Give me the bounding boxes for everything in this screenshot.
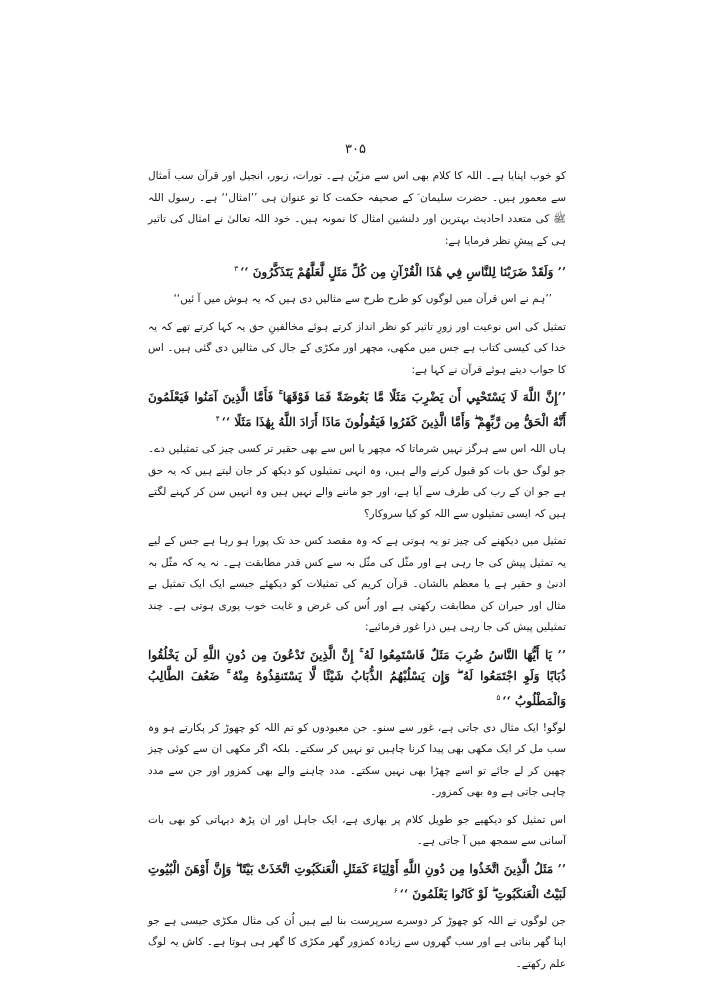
- paragraph: لوگو! ایک مثال دی جاتی ہے، غور سے سنو۔ جن معبودوں کو تم اللہ کو چھوڑ کر پکارتے ہو وہ سب مل کر ایک مکھی بھی پیدا کرنا چاہیں تو نہیں کر سکتے۔ بلکہ اگر مکھی ان سے کوئی چیز چھین کر لے جائے تو اسے چھڑا بھی نہیں سکتے۔ مدد چاہنے والے بھی کمزور اور جن سے مدد چاہی جاتی ہے وہ بھی کمزور۔: [148, 721, 566, 798]
- quran-verse: [148, 387, 566, 433]
- paragraph: کو خوب اپنایا ہے۔ اللہ کا کلام بھی اس سے مزیّن ہے۔ تورات، زبور، انجیل اور قرآن سب اَمثال سے معمور ہیں۔ حضرت سلیمان ؑ کے صحیفہ حکمت کا تو عنوان ہی ’’امثال‘‘ ہے۔ رسول اللہ ﷺ کی متعدد احادیث بہترین اور دلنشین امثال کا نمونہ ہیں۔ خود اللہ تعالیٰ نے امثال کی تاثیر ہی کے پیشِ نظر فرمایا ہے:: [148, 170, 566, 247]
- paragraph: تمثیل میں دیکھنے کی چیز تو یہ ہوتی ہے کہ وہ مقصد کس حد تک پورا ہو رہا ہے جس کے لیے یہ تمثیل پیش کی جا رہی ہے اور مثّل کی مثّل بہ سے کس قدر مطابقت ہے۔ نہ یہ کہ مثّل بہ ادنیٰ و حقیر ہے یا معظم بالشان۔ قرآن کریم کی تمثیلات کو دیکھئے جیسے ایک ایک تمثیل بے مثال اور حیران کن مطابقت رکھتی ہے اور اُس کی غرض و غایت خوب پوری ہوتی ہے۔ چند تمثیلیں پیش کی جا رہی ہیں ذرا غور فرمائیے:: [148, 535, 566, 633]
- paragraph: اس تمثیل کو دیکھیے جو طویل کلام پر بھاری ہے، ایک جاہل اور ان پڑھ دیہاتی کو بھی بات آسانی سے سمجھ میں آ جاتی ہے۔: [148, 813, 566, 847]
- footnote-marker: ۶: [393, 885, 398, 895]
- paragraph: تمثیل کی اس نوعیت اور زورِ تاثیر کو نظر انداز کرتے ہوئے مخالفینِ حق یہ کہا کرتے تھے کہ یہ خدا کی کیسی کتاب ہے جس میں مکھی، مچھر اور مکڑی کے جال کی مثالیں دی گئی ہیں۔ اس کا جواب دیتے ہوئے قرآن نے کہا ہے:: [148, 320, 566, 376]
- paragraph: جن لوگوں نے اللہ کو چھوڑ کر دوسرے سرپرست بنا لیے ہیں اُن کی مثال مکڑی جیسی ہے جو اپنا گھر بناتی ہے اور سب گھروں سے زیادہ کمزور گھر مکڑی کا گھر ہی ہوتا ہے۔ کاش یہ لوگ علم رکھتے۔: [148, 914, 566, 970]
- verse-text: ’’ مَثَلُ الَّذِينَ اتَّخَذُوا مِن دُونِ اللَّهِ أَوْلِيَاءَ كَمَثَلِ الْعَنكَبُوتِ اتَّخَذَتْ بَيْتًا ۖ وَإِنَّ أَوْهَنَ الْبُيُوتِ لَبَيْتُ الْعَنكَبُوتِ ۖ لَوْ كَانُوا يَعْلَمُونَ ‘‘: [148, 861, 566, 901]
- verse-text: ’’ وَلَقَدْ ضَرَبْنَا لِلنَّاسِ فِي هَٰذَا الْقُرْآنِ مِن كُلِّ مَثَلٍ لَّعَلَّهُمْ يَتَذَكَّرُونَ ‘‘: [240, 265, 566, 279]
- page-body: [148, 166, 566, 981]
- quran-verse: [148, 645, 566, 712]
- page-number: ۳۰۵: [345, 142, 366, 157]
- quran-verse: [148, 859, 566, 905]
- verse-text: ’’إِنَّ اللَّهَ لَا يَسْتَحْيِي أَن يَضْرِبَ مَثَلًا مَّا بَعُوضَةً فَمَا فَوْقَهَا ۚ فَأَمَّا الَّذِينَ آمَنُوا فَيَعْلَمُونَ أَنَّهُ الْحَقُّ مِن رَّبِّهِمْ ۖ وَأَمَّا الَّذِينَ كَفَرُوا فَيَقُولُونَ مَاذَا أَرَادَ اللَّهُ بِهَٰذَا مَثَلًا ‘‘: [148, 390, 567, 429]
- paragraph: ہاں اللہ اس سے ہرگز نہیں شرماتا کہ مچھر یا اس سے بھی حقیر تر کسی چیز کی تمثیلیں دے۔ جو لوگ حق بات کو قبول کرنے والے ہیں، وہ انہی تمثیلوں کو دیکھ کر جان لیتے ہیں کہ یہ حق ہے جو ان کے رب کی طرف سے آیا ہے، اور جو ماننے والے نہیں ہیں وہ انہیں سن کر کہنے لگتے ہیں کہ ایسی تمثیلوں سے اللہ کو کیا سروکار؟: [148, 443, 566, 520]
- verse-text: ’’ يَا أَيُّهَا النَّاسُ ضُرِبَ مَثَلٌ فَاسْتَمِعُوا لَهُ ۚ إِنَّ الَّذِينَ تَدْعُونَ مِن دُونِ اللَّهِ لَن يَخْلُقُوا ذُبَابًا وَلَوِ اجْتَمَعُوا لَهُ ۖ وَإِن يَسْلُبْهُمُ الذُّبَابُ شَيْئًا لَّا يَسْتَنقِذُوهُ مِنْهُ ۚ ضَعُفَ الطَّالِبُ وَالْمَطْلُوبُ ‘‘: [148, 647, 566, 708]
- footnote-marker: ۳: [234, 264, 239, 273]
- quran-verse: [148, 258, 566, 283]
- footnote-marker: ۵: [496, 692, 501, 702]
- verse-translation: ’’ہم نے اس قرآن میں لوگوں کو طرح طرح سے مثالیں دی ہیں کہ یہ ہوش میں آ ئیں‘‘: [173, 293, 552, 305]
- footnote-marker: ۴: [215, 414, 220, 423]
